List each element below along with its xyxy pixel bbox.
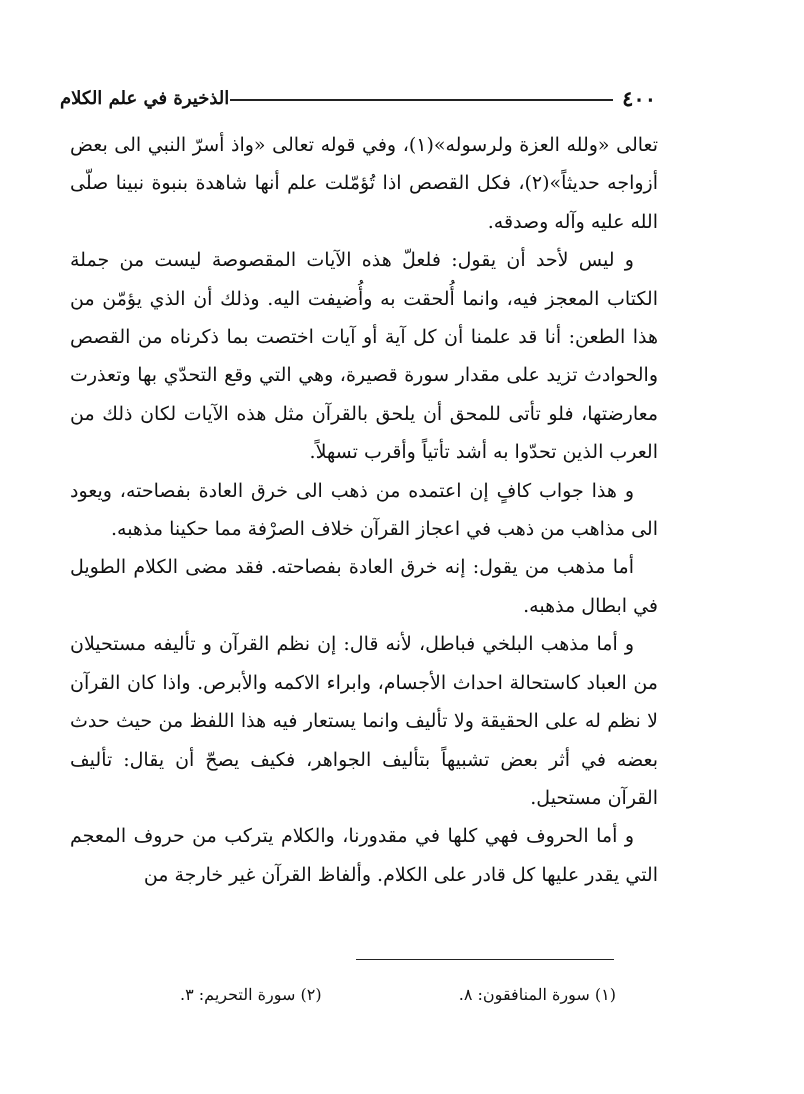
paragraph: و أما الحروف فهي كلها في مقدورنا، والكلام يتركب من حروف المعجم التي يقدر عليها كل قادر على الكلام. وألفاظ القرآن غير خارجة من (70, 825, 658, 886)
paragraph: أما مذهب من يقول: إنه خرق العادة بفصاحته. فقد مضى الكلام الطويل في ابطال مذهبه. (70, 556, 658, 617)
footnote-rule (356, 959, 614, 960)
running-title: الذخيرة في علم الكلام (60, 88, 230, 109)
paragraph: و هذا جواب كافٍ إن اعتمده من ذهب الى خرق العادة بفصاحته، ويعود الى مذاهب من ذهب في اعجاز القرآن خلاف الصرْفة مما حكينا مذهبه. (70, 479, 658, 541)
body-text (70, 126, 658, 894)
paragraph: و ليس لأحد أن يقول: فلعلّ هذه الآيات المقصوصة ليست من جملة الكتاب المعجز فيه، وانما أُلحقت به وأُضيفت اليه. وذلك أن الذي يؤمّن من هذا الطعن: أنا قد علمنا أن كل آية أو آيات اختصت بما ذكرناه من القصص والحوادث تزيد على مقدار سورة قصيرة، وهي التي وقع التحدّي بها وتعذرت معارضتها، فلو تأتى للمحق أن يلحق بالقرآن مثل هذه الآيات لكان ذلك من العرب الذين تحدّوا به أشد تأتياً وأقرب تسهلاً. (70, 249, 658, 464)
footnote-2: (٢) سورة التحريم: ٣. (180, 985, 322, 1004)
paragraph: و أما مذهب البلخي فباطل، لأنه قال: إن نظم القرآن و تأليفه مستحيلان من العباد كاستحالة احداث الأجسام، وابراء الاكمه والأبرص. واذا كان القرآن لا نظم له على الحقيقة ولا تأليف وانما يستعار فيه هذا اللفظ من حيث حدث بعضه في أثر بعض تشبيهاً بتأليف الجواهر، فكيف يصحّ أن يقال: تأليف القرآن مستحيل. (70, 633, 658, 809)
footnote-1: (١) سورة المنافقون: ٨. (458, 985, 616, 1004)
page-header (60, 84, 656, 114)
header-rule (230, 99, 613, 101)
page-number: ٤٠٠ (622, 86, 656, 111)
paragraph: تعالى «ولله العزة ولرسوله»(١)، وفي قوله تعالى «واذ أسرّ النبي الى بعض أزواجه حديثاً»(٢)، فكل القصص اذا تُؤمّلت علم أنها شاهدة بنبوة نبينا صلّى الله عليه وآله وصدقه. (70, 134, 658, 233)
footnotes (180, 982, 616, 1008)
